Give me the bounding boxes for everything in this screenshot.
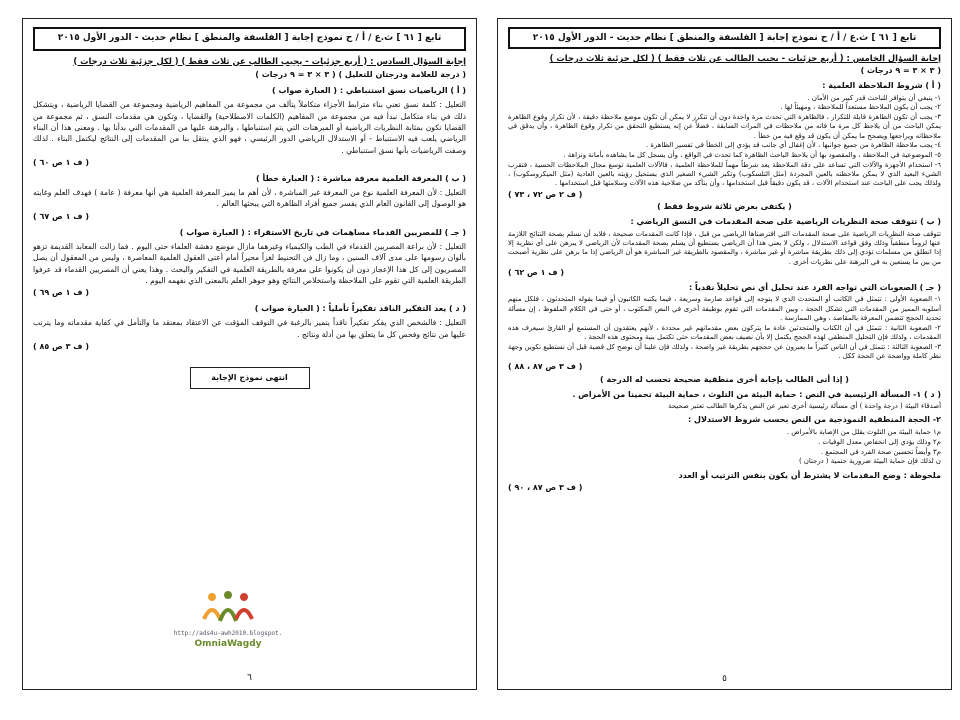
- condition-2: ٢- يجب أن يكون الملاحظ مستعداً للملاحظة ، ومهيئاً لها .: [780, 103, 941, 112]
- item-d-reference: ( ف ٣ ص ٨٥ ): [33, 342, 89, 352]
- item-a-reference: ( ف ١ ص ٦٠ ): [33, 158, 89, 168]
- condition-4: ٤- يجب ملاحظة الظاهرة من جميع جوانبها ، لأن إغفال أي جانب قد يؤدي إلى الخطأ في تفسير الظاهرة .: [645, 141, 941, 150]
- item-c-reference: ( ف ١ ص ٦٩ ): [33, 288, 89, 298]
- item-d2-title: ٢- الحجة المنطقية النموذجية من النص بحسب شروط الاستدلال :: [688, 415, 941, 425]
- conditions-note: ( يكتفى بعرض ثلاثة شروط فقط ): [657, 202, 792, 212]
- page-left: [22, 18, 477, 690]
- page-right: [497, 18, 952, 690]
- condition-6: ٦- استخدام الأجهزة والآلات التي تساعد على دقة الملاحظة يعد شرطاً مهماً للملاحظة العلمية ، فالآلات العلمية توسع مجال الملاحظات الحسية ، فتقرب الشيء البعيد الذي لا يمكن ملاحظته بالعين المجردة (مثل التلسكوب) وتكبر الشيء الصغير الذي يستحيل رؤيته بالعين العادية (مثل الميكروسكوب) ، ولذلك يجب على الباحث عند استخدام الآلات ، قد يكون دقيقاً قبل استخدامها ، وأن يتأكد من صلاحية هذه الآلات وسلامتها قبل استخدامها .: [508, 160, 941, 188]
- item-a-text: التعليل : كلمة نسق تعني بناء مترابط الأجزاء متكاملاً يتألف من مجموعة من المفاهيم الرياضية ومجموعة من القضايا الرياضية ، ويتشكل ذلك في بناء متكامل نبدأ فيه من مجموعة من المفاهيم (الكلمات الاصطلاحية) والقضايا ، وتكون هي مقدمات النسق ، ثم مجموعة من القضايا تكون بمثابة النظريات الرياضية أو المبرهنات التي يتم استنباطها ، والبرهنة عليها من المقدمات التي بدأنا بها . ومعنى هذا أن البناء الرياضي يلعب فيه الاستنباط - أو الاستدلال الرياضي الدور الرئيسي ، فهو الذي ينتقل بنا من المقدمات إلى النتائج ليكتمل البناء . لذلك وصفت الرياضيات بأنها نسق استنباطي .: [33, 100, 466, 155]
- question-title: إجابة السؤال السادس : ( أربع جزئيات - يجيب الطالب عن ثلاث فقط ) ( لكل جزئية ثلاث درجات ): [73, 55, 466, 66]
- logo-name: OmniaWagdy: [194, 639, 262, 649]
- condition-5: ٥- الموضوعية في الملاحظة ، والمقصود بها أن يلاحظ الباحث الظاهرة كما تحدث في الواقع ، وأن يسجل كل ما يشاهده بأمانة ونزاهة .: [563, 151, 941, 160]
- item-b-title: ( ب ) تتوقف صحة النظريات الرياضية على صحة المقدمات في النسق الرياضي :: [630, 217, 941, 227]
- premise-2: م٢ وذلك يؤدي إلى انخفاض معدل الوفيات .: [818, 437, 941, 446]
- site-logo: [163, 589, 293, 652]
- item-c-title: ( جـ ) الصعوبات التي تواجه الفرد عند تحليل أي نص تحليلاً نقدياً :: [688, 282, 941, 292]
- item-d-text: التعليل : فالشخص الذي يفكر تفكيراً ناقداً يتميز بالرغبة في التوقف المؤقت عن الاعتقاد بمعتقد ما والتأمل في كفاية مقدماته وما يترتب عليها من نتائج وفحص كل ما يتعلق بها من أدلة ونتائج .: [33, 318, 466, 339]
- difficulty-3: ٣- الصعوبة الثالثة : تتمثل في أن الناس كثيراً ما يعبرون عن حججهم بطريقة غير واضحة ، ولذلك فإن علينا أن نوضح كل قضية قبل أن نستطيع تكوين وجهة نظر كاملة وواضحة عن الحجة ككل .: [508, 342, 941, 360]
- page-right-content: [498, 19, 951, 689]
- premise-1: م١ حماية البيئة من التلوث يقلل من الإصابة بالأمراض .: [786, 428, 941, 437]
- item-b-reference: ( ف ١ ص ٦٢ ): [508, 267, 564, 277]
- item-b-reference: ( ف ١ ص ٦٧ ): [33, 211, 89, 221]
- premise-3: م٣ وأيضاً تحسين صحة الفرد في المجتمع .: [820, 447, 941, 456]
- final-reference: ( ف ٣ ص ٨٧ ، ٩٠ ): [508, 483, 583, 493]
- item-c-text: التعليل : لأن براعة المصريين القدماء في الطب والكيمياء وغيرهما مازال موضع دهشة العلماء حتى اليوم . فما زالت المعابد القديمة تزهو بألوان رسومها على مدى آلاف السنين ، وما زال فن التحنيط لغزاً محيراً أمام أعتى العقول العلمية المعاصرة ، وليس من المعقول أن يصل المصريون إلى كل هذا الإعجاز دون أن يكونوا على معرفة بالطريقة العلمية في التفكير والبحث . وهذا يعني أن المصريين القدماء قد عرفوا الطريقة العلمية التي تقوم على الملاحظة واستخلاص النتائج وهو جوهر العلم بالمعنى الذي نفهمه اليوم .: [33, 241, 466, 286]
- page-number: ٦: [247, 672, 252, 683]
- difficulties-reference: ( ف ٣ ص ٨٧ ، ٨٨ ): [508, 362, 583, 372]
- item-b-title: ( ب ) المعرفة العلمية معرفة مباشرة : ( العبارة خطأ ): [256, 174, 466, 184]
- page-header: تابع [ ٦١ ] ث.ع / أ / ح نموذج إجابة [ الفلسفة والمنطق ] نظام حديث - الدور الأول ٢٠١٥: [33, 27, 466, 51]
- marks-line: ( درجة للعلامة ودرجتان للتعليل ) ( ٣ × ٣ = ٩ درجات ): [255, 70, 466, 80]
- item-a-title: ( أ ) شروط الملاحظة العلمية :: [822, 81, 941, 91]
- page-left-content: [23, 19, 476, 689]
- item-a-title: ( أ ) الرياضيات نسق استنباطي : ( العبارة صواب ): [272, 86, 466, 96]
- item-d-title: ( د ) يعد التفكير الناقد تفكيراً تأملياً : ( العبارة صواب ): [254, 304, 466, 314]
- condition-1: ١- ينبغي أن يتوافر للباحث قدر كبير من الأمان .: [807, 93, 941, 102]
- item-d-subtitle: أصدقاء البيئة ( درجة واحدة ) أي مسألة رئيسية أخرى تعبر عن النص يذكرها الطالب تعتبر صحيحة: [668, 402, 941, 411]
- page-header: تابع [ ٦١ ] ث.ع / أ / ح نموذج إجابة [ الفلسفة والمنطق ] نظام حديث - الدور الأول ٢٠١٥: [508, 27, 941, 49]
- marks-line: ( ٣ × ٣ = ٩ درجات ): [860, 66, 941, 76]
- item-b-text: التعليل : لأن المعرفة العلمية نوع من المعرفة غير المباشرة ، لأن أهم ما يميز المعرفة العلمية هي أنها معرفة ( عامة ) فهدف العلم وغايته هو الوصول إلى القانون العام الذي يفسر جميع أفراد الظاهرة التي يبحثها العالم .: [33, 188, 466, 209]
- difficulties-note: ( إذا أتى الطالب بإجابة أخرى منطقية صحيحة تحسب له الدرجة ): [600, 374, 849, 384]
- end-of-answers-box: انتهى نموذج الإجابة: [190, 367, 310, 389]
- question-title: إجابة السؤال الخامس : ( أربع جزئيات - يجيب الطالب عن ثلاث فقط ) ( لكل جزئية ثلاث درجات ): [549, 53, 941, 64]
- item-d-title: ( د ) ١- المسألة الرئيسية في النص : حماية البيئة من التلوث ، حماية البيئة تحمينا من الأمراض .: [572, 389, 941, 399]
- difficulty-1: ١- الصعوبة الأولى : تتمثل في الكاتب أو المتحدث الذي لا يتوجه إلى قواعد صارمة وسريعة ، فيما يكتبه الكاتبون أو فيما يقوله المتحدثون ، فلكل منهم أسلوبه المميز من المقدمات التي تشكل الحجة ، وبين المقدمات التي تقوم بوظيفة أخرى في النص المكتوب ، أو حتى في الكلام الملفوظ ، إن مسألة تحديد الحجج تتضمن المعرفة بالمقاصد ، وهي الممارسة .: [508, 295, 941, 322]
- difficulty-2: ٢- الصعوبة الثانية : تتمثل في أن الكتاب والمتحدثين عادة ما يتركون بعض مقدماتهم غير محددة ، لأنهم يعتقدون أن المستمع أو القارئ سيعرف هذه المقدمات ، ولذلك فإن التحليل المنطقي لهذه الحجج يكتمل إلا بأن نضيف بعض المقدمات حتى تكتمل بنية ومحتوى هذه الحجة .: [508, 323, 941, 341]
- item-b-text: تتوقف صحة النظريات الرياضية على صحة المقدمات التي افترضناها الرياضي من قبل ، فإذا كانت المقدمات صحيحة ، فلابد أن نسلم بصحة النتائج اللازمة عنها لزوماً منطقياً وذلك وفق قواعد الاستدلال ، ولكن لا يعني هذا أن الرياضي يستطيع أن يسلم بصحة المقدمات لأن الرياضي لا يبرهن على أي نظرية إلا إذا انطلق من مسلمات تؤدي إلى ذلك بطريقة مباشرة أو غير مباشرة ، والمقصود بالطريقة غير المباشرة هو أن الرياضي إذا ما برهن على نظرية أصبحت من بين ما يستعين به في البرهنة على نظريات أخرى .: [508, 229, 941, 266]
- page-number: ٥: [722, 673, 727, 684]
- people-logo-icon: [198, 589, 258, 629]
- conclusion: ن لذلك فإن حماية البيئة ضرورية حتمية ( درجتان ): [798, 457, 941, 466]
- condition-3: ٣- يجب أن تكون الظاهرة قابلة للتكرار ، فالظاهرة التي تحدث مرة واحدة دون أن تتكرر لا يمكن أن تكون موضع ملاحظة دقيقة ، لأن تكرار وقوع الظاهرة يمكن الباحث من أن يلاحظ كل مرة ما فاته من ملاحظات في المرات السابقة ، فضلاً عن إنه يستطيع التحقق من تكرار وقوع الظاهرة ، وأن يدقق في ملاحظاته ويراجعها ويصحح ما يمكن أن يكون قد وقع فيه من خطأ .: [508, 113, 941, 140]
- logo-url: http://ads4u-awh2010.blogspot.: [173, 630, 283, 637]
- item-c-title: ( جـ ) للمصريين القدماء مساهمات في تاريخ الاستقراء : ( العبارة صواب ): [179, 227, 466, 237]
- final-note: ملحوظة : وضع المقدمات لا يشترط أن يكون بنفس الترتيب أو العدد: [678, 470, 941, 480]
- conditions-reference: ( ف ٢ ص ٧٢ ، ٧٣ ): [508, 189, 583, 199]
